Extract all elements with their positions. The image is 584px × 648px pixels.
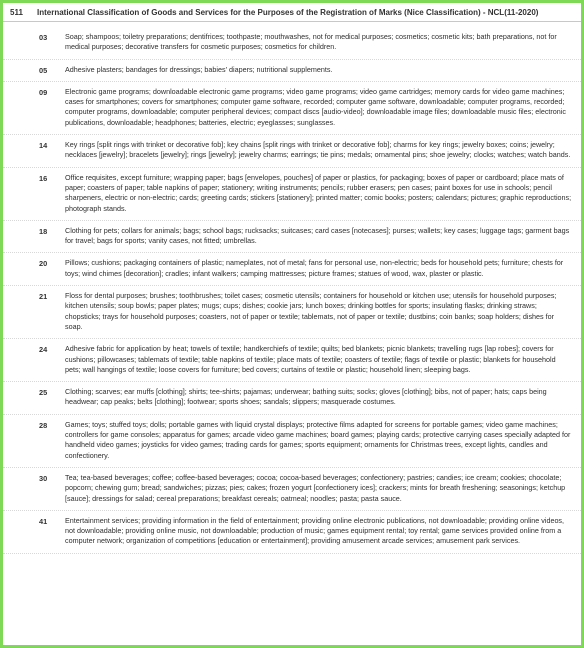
class-row (3, 221, 581, 254)
class-code: 21 (39, 292, 48, 302)
class-row (3, 286, 581, 339)
class-description: Adhesive plasters; bandages for dressings; babies' diapers; nutritional supplements. (65, 64, 333, 74)
class-code: 14 (39, 141, 48, 151)
class-description: Floss for dental purposes; brushes; toothbrushes; toilet cases; cosmetic utensils; containers for household or kitchen use; utensils for household purposes; kitchen utensils; soup bowls; paper plates; mugs; cups; dishes; cookie jars; lunch boxes; drinking bottles for sports; insulating flasks; drinking straws; chopsticks; trays for household purposes; coasters, not of paper or textile; tablemats, not of paper or textile; dustbins; coin banks; soap holders; dishes for soap. (65, 291, 557, 331)
class-code: 18 (39, 226, 48, 236)
class-row (3, 82, 581, 135)
class-description: Tea; tea-based beverages; coffee; coffee-based beverages; cocoa; cocoa-based beverages; confectionery; pastries; candies; ice cream; cookies; chocolate; popcorn; chewing gum; bread; sandwiches; pizzas; pies; cakes; frozen yogurt [confectionery ices]; crackers; mints for breath freshening; seasonings; ketchup [sauce]; dressings for salad; cereal preparations; breakfast cereals; oatmeal; noodles; pasta; pasta sauce. (65, 472, 566, 503)
class-row (3, 468, 581, 511)
class-code: 30 (39, 473, 48, 483)
class-row (3, 339, 581, 382)
class-description: Key rings [split rings with trinket or decorative fob]; key chains [split rings with trinket or decorative fob]; charms for key rings; jewelry boxes; coins; jewelry; necklaces [jewelry]; bracelets [jewelry]; rings [jewelry]; jewelry charms; earrings; tie pins; medals; ornamental pins; shoe jewelry; clocks; watches; watch bands. (65, 140, 571, 160)
class-code: 05 (39, 65, 48, 75)
class-description: Clothing; scarves; ear muffs [clothing]; shirts; tee-shirts; pajamas; underwear; bathing suits; socks; gloves [clothing]; bibs, not of paper; hats; caps being headwear; cap peaks; belts [clothing]; footwear; sports shoes; sandals; slippers; masquerade costumes. (65, 387, 547, 407)
class-row (3, 60, 581, 82)
class-description: Entertainment services; providing information in the field of entertainment; providing online electronic publications, not downloadable; providing online videos, not downloadable; providing online music, not downloadable; production of music; games equipment rental; toy rental; game services provided online from a computer network; organization of competitions [education or entertainment]; providing amusement arcade services; amusement park services. (65, 515, 565, 546)
class-code: 20 (39, 259, 48, 269)
class-row (3, 168, 581, 221)
class-list (3, 27, 581, 554)
class-code: 03 (39, 33, 48, 42)
class-description: Soap; shampoos; toiletry preparations; dentifrices; toothpaste; mouthwashes, not for medical purposes; cosmetics; cosmetic kits; bath preparations, not for medical purposes; decorative transfers for cosmetic purposes; cosmetics for children. (65, 32, 557, 52)
class-description: Adhesive fabric for application by heat; towels of textile; handkerchiefs of textile; quilts; bed blankets; picnic blankets; travelling rugs [lap robes]; covers for cushions; pillowcases; tablemats of textile; table napkins of textile; place mats of textile; coasters of textile; flags of textile or plastic; blankets for household pets; wall hangings of textile; loose covers for furniture; bed covers; curtains of textile or plastic; household linen; sleeping bags. (65, 344, 556, 374)
classification-title: International Classification of Goods and Services for the Purposes of the Registration of Marks (Nice Classification) - NCL(11-2020) (37, 8, 539, 17)
class-row (3, 382, 581, 415)
class-description: Clothing for pets; collars for animals; bags; school bags; rucksacks; suitcases; card cases [notecases]; purses; wallets; key cases; luggage tags; garment bags for travel; bags for sports; vanity cases, not fitted; umbrellas. (65, 225, 570, 246)
class-row (3, 415, 581, 468)
class-row (3, 27, 581, 60)
class-row (3, 511, 581, 554)
class-row (3, 253, 581, 286)
class-code: 16 (39, 173, 48, 183)
class-row (3, 135, 581, 168)
class-code: 41 (39, 516, 48, 526)
field-number: 511 (10, 8, 23, 17)
class-code: 28 (39, 420, 48, 430)
class-code: 09 (39, 87, 48, 97)
class-description: Office requisites, except furniture; wrapping paper; bags [envelopes, pouches] of paper or plastics, for packaging; boxes of paper or cardboard; place mats of paper; coasters of paper; table napkins of paper; stationery; writing instruments; pencils; rubber erasers; pen cases; paint boxes for use in schools; pencil sharpeners, electric or non-electric; cards; greeting cards; stickers [stationery]; printed matter; comic books; posters; calendars; pictures; graphic reproductions; photograph stands. (65, 172, 572, 213)
class-description: Pillows; cushions; packaging containers of plastic; nameplates, not of metal; fans for personal use, non-electric; beds for household pets; furniture; chests for toys; wind chimes [decoration]; cradles; infant walkers; camping mattresses; picture frames; statues of wood, wax, plaster or plastic. (65, 258, 564, 278)
header-divider (3, 21, 581, 22)
class-code: 25 (39, 388, 48, 398)
class-description: Electronic game programs; downloadable electronic game programs; video game programs; video game cartridges; memory cards for video game machines; cases for smartphones; covers for smartphones; computer game software, recorded; computer game software, downloadable; computer programs, recorded; computer programs, downloadable; computer peripheral devices; compact discs [audio-video]; downloadable image files; downloadable music files; electronic publications, downloadable; headphones; batteries, electric; eyeglasses; sunglasses. (65, 86, 566, 127)
class-code: 24 (39, 345, 48, 355)
class-description: Games; toys; stuffed toys; dolls; portable games with liquid crystal displays; protective films adapted for screens for portable games; video game machines; controllers for game consoles; apparatus for games; arcade video game machines; board games; playing cards; protective carrying cases specially adapted for handheld video games; joysticks for video games; trading cards for games; sports equipment; ornaments for Christmas trees, except lights, candles and confectionery. (65, 419, 571, 460)
